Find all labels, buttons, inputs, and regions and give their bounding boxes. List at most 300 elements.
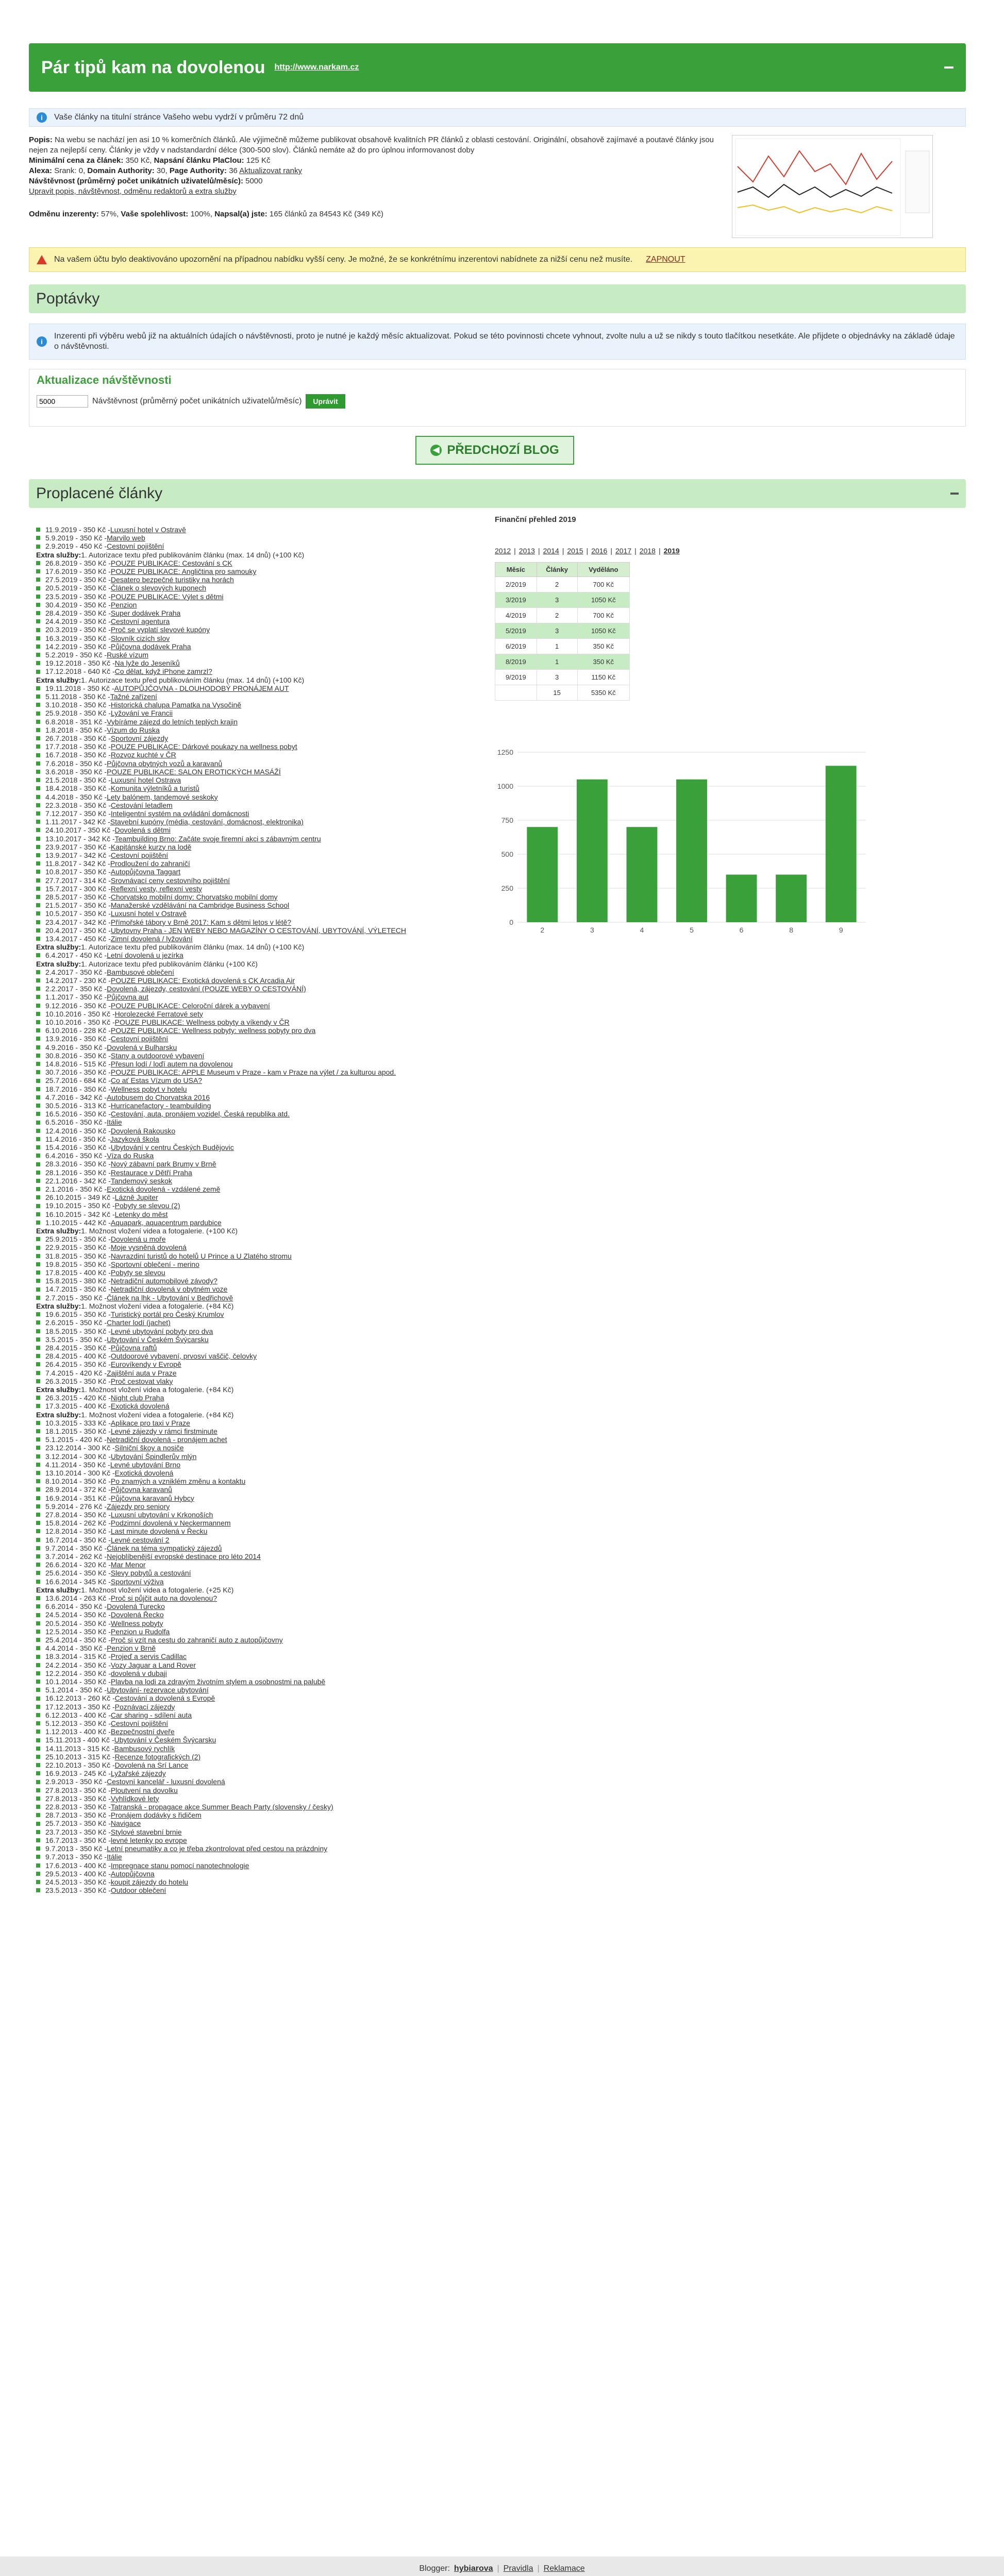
article-link[interactable]: Super dodávek Praha [110, 609, 181, 618]
list-item [36, 534, 500, 542]
article-link[interactable]: Srovnávací ceny cestovního pojištění [110, 876, 230, 885]
article-link[interactable]: Exotická dovolená [114, 1468, 174, 1477]
article-link[interactable]: Tatranská - propagace akce Summer Beach Party (slovensky / česky) [110, 1803, 333, 1811]
article-link[interactable]: Zimní dovolená / lyžování [110, 934, 193, 943]
bullet-icon [36, 1830, 40, 1834]
article-link[interactable]: Outdoor oblečení [110, 1886, 166, 1895]
article-link[interactable]: Proč cestovat vlaky [110, 1377, 173, 1385]
article-link[interactable]: POUZE PUBLIKACE: Angličtina pro samouky [110, 567, 257, 576]
article-link[interactable]: Cestovní pojištění [110, 851, 169, 859]
article-link[interactable]: Mar Menor [110, 1561, 146, 1569]
article-link[interactable]: POUZE PUBLIKACE: Wellness pobyty a víkendy v ČR [114, 1018, 290, 1026]
year-separator: | [634, 547, 637, 555]
article-meta: 23.5.2013 - 350 Kč - [45, 1886, 111, 1895]
article-meta: 17.6.2013 - 400 Kč - [45, 1861, 111, 1870]
article-meta: 23.12.2014 - 300 Kč - [45, 1444, 115, 1452]
total-articles: 15 [537, 685, 577, 701]
bullet-icon [36, 803, 40, 807]
article-link[interactable]: Netradiční automobilové závody? [110, 1277, 217, 1285]
collapse-icon[interactable] [944, 66, 953, 69]
year-link-2013[interactable]: 2013 [518, 547, 535, 555]
article-link[interactable]: POUZE PUBLIKACE: Dárkové poukazy na wellness pobyt [110, 742, 297, 751]
article-link[interactable]: Poznávací zájezdy [114, 1702, 175, 1711]
bullet-icon [36, 1479, 40, 1483]
article-link[interactable]: Pobyty se slevou [110, 1268, 165, 1277]
info-icon: i [37, 336, 47, 347]
article-link[interactable]: Penzion u Rudolfa [110, 1627, 170, 1636]
article-link[interactable]: Plavba na lodi za zdravým životním stylem a osobnostmi na palubě [110, 1677, 326, 1686]
extra-services-text: 1. Autorizace textu před publikováním článku (max. 14 dnů) (+100 Kč) [81, 550, 305, 559]
article-link[interactable]: Ubytování v centru Českých Budějovic [110, 1143, 234, 1152]
table-cell: 2 [537, 577, 577, 592]
article-meta: 15.8.2015 - 380 Kč - [45, 1277, 111, 1285]
list-item [36, 1302, 500, 1310]
article-link[interactable]: Nový zábavní park Brumy v Brně [110, 1160, 216, 1168]
article-link[interactable]: Restaurace v Dětří Praha [110, 1168, 192, 1177]
article-link[interactable]: Vozy Jaguar a Land Rover [110, 1660, 196, 1669]
article-link[interactable]: Lyžování ve Francii [110, 709, 173, 718]
blog-url-link[interactable]: http://www.narkam.cz [274, 63, 359, 72]
article-link[interactable]: POUZE PUBLIKACE: Celoroční dárek a vybavení [110, 1001, 270, 1010]
article-link[interactable]: Víza do Ruska [107, 1151, 154, 1160]
article-link[interactable]: Ruské vízum [107, 651, 148, 659]
article-meta: 24.4.2019 - 350 Kč - [45, 617, 111, 626]
article-link[interactable]: Lázně Jupiter [114, 1193, 158, 1202]
article-link[interactable]: Turistický portál pro Český Krumlov [110, 1310, 224, 1319]
article-link[interactable]: Penzion [110, 600, 137, 609]
article-link[interactable]: Přesun lodí / loďí autem na dovolenou [110, 1060, 233, 1068]
article-link[interactable]: Ploutvení na dovolku [110, 1786, 178, 1794]
list-item [36, 1477, 500, 1485]
article-link[interactable]: Půjčovna obytných vozů a karavanů [107, 759, 223, 768]
list-item [36, 935, 500, 943]
list-item [36, 1836, 500, 1844]
list-item [36, 1118, 500, 1126]
article-link[interactable]: Jazyková škola [110, 1134, 159, 1143]
article-link[interactable]: Recenze fotografických (2) [114, 1752, 201, 1761]
article-link[interactable]: Penzion v Brně [107, 1644, 156, 1653]
bullet-icon [36, 1095, 40, 1099]
bullet-icon [36, 1037, 40, 1041]
article-meta: 10.3.2015 - 333 Kč - [45, 1418, 111, 1427]
article-link[interactable]: Luxusní hotel Ostrava [110, 776, 181, 785]
bullet-icon [36, 1354, 40, 1358]
article-link[interactable]: Night club Praha [110, 1394, 164, 1402]
list-item [36, 885, 500, 893]
article-link[interactable]: Aquapark, aquacentrum pardubice [110, 1218, 222, 1227]
list-item [36, 1602, 500, 1611]
complaints-link[interactable]: Reklamace [543, 2564, 585, 2573]
article-link[interactable]: Levné ubytování pobyty pro dva [110, 1327, 213, 1335]
article-link[interactable]: Exotická dovolená [110, 1402, 170, 1411]
article-link[interactable]: Luxusní ubytování v Krkonoších [110, 1510, 213, 1519]
bullet-icon [36, 1738, 40, 1742]
article-link[interactable]: Co ať Estas Vízum do USA? [110, 1076, 203, 1085]
article-link[interactable]: Cestování letadlem [110, 801, 173, 809]
article-link[interactable]: Letní dovolená u jezírka [107, 951, 183, 960]
article-link[interactable]: Car sharing - sdílení auta [110, 1710, 192, 1719]
article-link[interactable]: Dovolená s dětmi [114, 826, 171, 835]
article-link[interactable]: Ubytování v Českém Švýcarsku [107, 1335, 209, 1344]
article-link[interactable]: Eurovíkendy v Evropě [110, 1360, 181, 1369]
article-meta: 28.5.2017 - 350 Kč - [45, 892, 111, 901]
bullet-icon [36, 937, 40, 941]
list-item [36, 1360, 500, 1368]
article-link[interactable]: Zajištění auta v Praze [107, 1368, 177, 1377]
article-meta: 4.4.2018 - 350 Kč - [45, 792, 107, 801]
traffic-input[interactable] [37, 395, 88, 408]
article-link[interactable]: Historická chalupa Pamatka na Vysočině [110, 701, 242, 709]
paid-articles-header[interactable] [29, 479, 966, 508]
article-link[interactable]: Exotická dovolená - vzdálené země [107, 1185, 221, 1194]
article-link[interactable]: Bambusový rychlík [114, 1744, 175, 1753]
list-item [36, 609, 500, 617]
article-meta: 14.11.2013 - 315 Kč - [45, 1744, 114, 1753]
list-item [36, 642, 500, 651]
bullet-icon [36, 1079, 40, 1083]
article-link[interactable]: Proč se vyplatí slevové kupóny [110, 625, 210, 634]
article-link[interactable]: Článek na téma sympatický zájezdů [107, 1544, 222, 1552]
bullet-icon [36, 1546, 40, 1550]
list-item [36, 1377, 500, 1385]
article-link[interactable]: Cestování, auta, pronájem vozidel, Česká republika atd. [110, 1110, 290, 1118]
article-link[interactable]: Levné ubytování Brno [110, 1460, 181, 1469]
article-link[interactable]: Cestovní pojištění [107, 542, 164, 551]
bullet-icon [36, 1171, 40, 1175]
article-meta: 13.10.2014 - 300 Kč - [45, 1468, 115, 1477]
article-meta: 22.10.2013 - 350 Kč - [45, 1761, 115, 1770]
bullet-icon [36, 970, 40, 974]
article-link[interactable]: Článek na lhk - Ubytování v Bedřichově [107, 1293, 233, 1302]
rank-history-chart [732, 135, 933, 238]
article-meta: 17.6.2019 - 350 Kč - [45, 567, 111, 576]
article-link[interactable]: dovolená v dubaji [110, 1669, 167, 1677]
year-link-2019[interactable]: 2019 [663, 547, 680, 555]
article-link[interactable]: Dovolená, zájezdy, cestování (POUZE WEBY O CESTOVÁNÍ) [107, 985, 306, 993]
list-item [36, 1252, 500, 1260]
bullet-icon [36, 1713, 40, 1717]
article-meta: 25.7.2013 - 350 Kč - [45, 1819, 111, 1828]
article-link[interactable]: Stylové stavební brnie [110, 1827, 182, 1836]
article-link[interactable]: Letenky do měst [114, 1210, 168, 1218]
article-link[interactable]: Impregnace stanu pomocí nanotechnologie [110, 1861, 249, 1870]
bullet-icon [36, 1362, 40, 1366]
article-meta: 19.11.2018 - 350 Kč - [45, 684, 114, 692]
article-link[interactable]: Proč si vzít na cestu do zahraničí auto z autopůjčovny [110, 1636, 283, 1645]
paid-articles-title: Proplacené články [36, 485, 163, 502]
list-item [36, 1661, 500, 1669]
extra-services-text: 1. Možnost vložení videa a fotogalerie. (+25 Kč) [81, 1585, 234, 1594]
article-link[interactable]: Sportovní zájezdy [110, 734, 169, 743]
article-meta: 2.9.2019 - 450 Kč - [45, 542, 107, 551]
article-link[interactable]: Levné cestování 2 [110, 1535, 170, 1544]
collapse-icon[interactable] [950, 493, 959, 495]
update-button[interactable]: Uprávit [306, 394, 345, 409]
year-link-2015[interactable]: 2015 [567, 547, 583, 555]
article-link[interactable]: Půjčovna karavanů Hybcy [110, 1494, 194, 1502]
list-item [36, 718, 500, 726]
article-meta: 28.7.2013 - 350 Kč - [45, 1811, 111, 1820]
article-link[interactable]: Letní pneumatiky a co je třeba zkontrolovat před cestou na prázdniny [107, 1844, 328, 1853]
article-link[interactable]: Dovolená na Srí Lance [114, 1761, 189, 1770]
list-item [36, 1452, 500, 1461]
article-link[interactable]: Půjčovna aut [107, 993, 149, 1002]
article-meta: 31.8.2015 - 350 Kč - [45, 1251, 111, 1260]
article-meta: 16.10.2015 - 342 Kč - [45, 1210, 115, 1218]
article-link[interactable]: Půjčovna karavanů [110, 1485, 172, 1494]
article-link[interactable]: Po znamých a vzniklém změnu a kontaktu [110, 1477, 246, 1486]
bullet-icon [36, 1621, 40, 1625]
col-articles: Články [537, 563, 577, 577]
article-link[interactable]: Co dělat, když iPhone zamrzl? [114, 667, 212, 676]
previous-blog-button[interactable] [415, 436, 574, 465]
article-meta: 10.10.2016 - 350 Kč - [45, 1018, 115, 1026]
article-link[interactable]: Desatero bezpečné turistiky na horách [110, 575, 234, 584]
list-item [36, 676, 500, 684]
article-link[interactable]: Teambuilding Brno: Začáte svoje firemní akci s zábavným centru [114, 834, 321, 843]
bullet-icon [36, 703, 40, 707]
article-link[interactable]: Chorvatsko mobilní domy: Chorvatsko mobilní domy [110, 892, 278, 901]
article-link[interactable]: Půjčovna dodávek Praha [110, 642, 191, 651]
article-link[interactable]: Navrazdiní turistů do hotelů U Prince a U Zlatého stromu [110, 1251, 292, 1260]
bullet-icon [36, 978, 40, 982]
article-link[interactable]: Netradiční dovolená v obytném voze [110, 1285, 228, 1294]
article-link[interactable]: POUZE PUBLIKACE: APPLE Museum v Praze - kam v Praze na výlet / za kulturou apod. [110, 1068, 396, 1077]
article-link[interactable]: Wellness pobyt v hotelu [110, 1084, 187, 1093]
article-link[interactable]: Manažerské vzdělávání na Cambridge Business School [110, 901, 290, 910]
article-link[interactable]: Wellness pobyty [110, 1619, 163, 1628]
list-item [36, 1594, 500, 1602]
article-link[interactable]: Bambusové oblečení [107, 968, 174, 976]
article-link[interactable]: Projeď a servis Cadillac [110, 1652, 187, 1661]
list-item [36, 1803, 500, 1811]
article-link[interactable]: Ubytování Špindlerův mlýn [110, 1452, 197, 1461]
article-link[interactable]: Půjčovna raftů [110, 1343, 157, 1352]
article-link[interactable]: Komunita výletníků a turistů [110, 784, 199, 793]
article-link[interactable]: Stany a outdoorové vybavení [110, 1051, 205, 1060]
article-link[interactable]: Luxusní hotel v Ostravě [110, 909, 187, 918]
article-link[interactable]: Lety balónem, tandemové seskoky [107, 792, 218, 801]
bullet-icon [36, 1529, 40, 1533]
blogger-link[interactable]: hybiarova [454, 2564, 493, 2573]
bullet-icon [36, 569, 40, 573]
article-meta: 16.12.2013 - 260 Kč - [45, 1694, 115, 1703]
article-link[interactable]: Vybíráme zájezd do letních teplých krajin [107, 717, 238, 726]
article-meta: 3.6.2018 - 350 Kč - [45, 767, 107, 776]
year-link-2012[interactable]: 2012 [495, 547, 511, 555]
article-link[interactable]: POUZE PUBLIKACE: SALON EROTICKÝCH MASÁŽÍ [107, 767, 281, 776]
article-link[interactable]: Dovolená v Bulharsku [107, 1043, 177, 1052]
article-link[interactable]: Cestovní kancelář - luxusní dovolená [107, 1777, 225, 1786]
bullet-icon [36, 1204, 40, 1208]
article-meta: 5.9.2019 - 350 Kč - [45, 534, 107, 543]
article-link[interactable]: Cestování a dovolená s Evropě [114, 1694, 215, 1703]
bar [527, 827, 558, 922]
article-link[interactable]: Sportovní výživa [110, 1577, 164, 1586]
article-link[interactable]: Itálie [107, 1853, 122, 1861]
article-meta: 30.8.2016 - 350 Kč - [45, 1051, 111, 1060]
article-link[interactable]: Marvilo web [107, 534, 145, 543]
article-link[interactable]: Ubytovny Praha - JEN WEBY NEBO MAGAZÍNY O CESTOVÁNÍ, UBYTOVÁNÍ, VÝLETECH [110, 926, 406, 935]
bar [626, 827, 657, 922]
year-selector [495, 547, 680, 555]
article-link[interactable]: Dovolená Řecko [110, 1611, 164, 1619]
blog-description: Popis: Na webu se nachází jen asi 10 % komerčních článků. Ale výjimečně můžeme publikovat obsahově kvalitních PR článků z oblasti cestování. Originální, obsahově zajímavé a poutavé články jsou nejen za nejlepší ceny. Články je vždy v nadstandardní délce (300-500 slov). Článků nemáte až do pro úplnou informovanost doby Minimální cena za článek: 350 Kč, Napsání článku PlaClou: 125 Kč Alexa: Srank: 0, Domain Authority: 30, Page Authority: 36 Aktualizovat ranky Návštěvnost (průměrný počet unikátních uživatelů/měsíc): 5000 Upravit popis, návštěvnost, odměnu redaktorů a extra služby Odměnu inzerenty: 57%, Vaše spolehlivost: 100%, Napsal(a) jste: 165 článků za 84543 Kč (349 Kč) [29, 135, 714, 218]
bullet-icon [36, 1697, 40, 1701]
edit-description-link[interactable]: Upravit popis, návštěvnost, odměnu redaktorů a extra služby [29, 187, 237, 196]
year-link-2014[interactable]: 2014 [543, 547, 559, 555]
monthly-earnings-chart [495, 747, 871, 943]
article-link[interactable]: POUZE PUBLIKACE: Výlet s dětmi [110, 592, 224, 601]
bullet-icon [36, 1721, 40, 1725]
article-link[interactable]: Levné zájezdy v rámci firstminute [110, 1427, 217, 1435]
list-item [36, 909, 500, 918]
list-item [36, 542, 500, 550]
article-link[interactable]: Prodloužení do zahraničí [110, 859, 190, 868]
article-link[interactable]: Ubytování v Českém Švýcarsku [114, 1736, 216, 1744]
article-link[interactable]: Podzimní dovolená v Neckermannem [110, 1519, 231, 1528]
article-link[interactable]: Tandemový seskok [110, 1176, 172, 1185]
article-meta: 27.8.2013 - 350 Kč - [45, 1786, 111, 1794]
article-link[interactable]: Silniční škoy a nosiče [114, 1444, 184, 1452]
article-link[interactable]: Navigace [110, 1819, 141, 1828]
article-link[interactable]: Dovolená Turecko [107, 1602, 165, 1611]
article-link[interactable]: Přímořské tábory v Brně 2017: Kam s dětmi letos v létě? [110, 918, 292, 926]
year-link-2018[interactable]: 2018 [639, 547, 656, 555]
article-meta: 5.11.2018 - 350 Kč - [45, 692, 110, 701]
enable-link[interactable]: ZAPNOUT [646, 255, 685, 264]
bullet-icon [36, 1496, 40, 1500]
x-tick-label: 2 [540, 926, 545, 934]
list-item [36, 1127, 500, 1135]
table-cell [495, 685, 537, 701]
year-link-2017[interactable]: 2017 [615, 547, 632, 555]
poptavky-title: Poptávky [36, 290, 100, 307]
bullet-icon [36, 1112, 40, 1116]
bullet-icon [36, 1880, 40, 1884]
list-item [36, 559, 500, 567]
article-meta: 2.6.2015 - 350 Kč - [45, 1318, 107, 1327]
article-link[interactable]: Luxusní hotel v Ostravě [110, 526, 186, 534]
list-item [36, 1861, 500, 1870]
list-item [36, 659, 500, 667]
table-cell: 9/2019 [495, 670, 537, 685]
list-item [36, 575, 500, 584]
article-link[interactable]: Inteligentní systém na ovládání domácnosti [110, 809, 249, 818]
article-meta: 11.9.2019 - 350 Kč - [45, 526, 110, 534]
article-link[interactable]: Vízum do Ruska [107, 725, 160, 734]
article-link[interactable]: Stavební kupóny (média, cestování, domácnost, elektronika) [110, 818, 304, 826]
article-link[interactable]: Itálie [107, 1118, 122, 1127]
article-link[interactable]: Autopůjčovna [110, 1869, 155, 1878]
article-meta: 28.3.2016 - 350 Kč - [45, 1160, 111, 1168]
article-meta: 4.7.2016 - 342 Kč - [45, 1093, 107, 1101]
article-link[interactable]: Last minute dovolená v Řecku [110, 1527, 208, 1536]
article-meta: 14.2.2017 - 230 Kč - [45, 976, 111, 985]
article-meta: 23.9.2017 - 350 Kč - [45, 842, 111, 851]
poptavky-header[interactable] [29, 284, 966, 313]
article-link[interactable]: Tažné zařízení [110, 692, 157, 701]
article-link[interactable]: Cestovní agentura [110, 617, 170, 626]
article-link[interactable]: Ubytování- rezervace ubytování [107, 1686, 209, 1694]
list-item [36, 1544, 500, 1552]
list-item [36, 1160, 500, 1168]
update-ranks-link[interactable]: Aktualizovat ranky [239, 166, 302, 175]
year-link-2016[interactable]: 2016 [591, 547, 608, 555]
extra-services-label: Extra služby: [36, 550, 81, 559]
article-link[interactable]: POUZE PUBLIKACE: Wellness pobyty: wellness pobyty pro dva [110, 1026, 316, 1035]
article-link[interactable]: Článek o slevových kuponech [110, 584, 207, 592]
list-item [36, 1761, 500, 1769]
article-link[interactable]: POUZE PUBLIKACE: Cestování s CK [110, 558, 232, 567]
total-row [495, 685, 630, 701]
article-link[interactable]: levné letenky po evrope [110, 1836, 187, 1844]
article-link[interactable]: Vyhlídkové lety [110, 1794, 159, 1803]
article-link[interactable]: Reflexní vesty, reflexní vesty [110, 884, 203, 893]
article-link[interactable]: Moje vysněná dovolená [110, 1243, 187, 1252]
article-meta: 16.9.2014 - 351 Kč - [45, 1494, 111, 1502]
article-link[interactable]: Lyžařské zájezdy [110, 1769, 166, 1778]
article-link[interactable]: Charter lodí (jachet) [107, 1318, 171, 1327]
arrow-left-icon: ◀ [430, 445, 442, 456]
article-link[interactable]: Pronájem dodávky s řidičem [110, 1811, 202, 1820]
article-meta: 5.1.2015 - 420 Kč - [45, 1435, 107, 1444]
list-item [36, 1502, 500, 1511]
bullet-icon [36, 845, 40, 849]
list-item [36, 1786, 500, 1794]
article-meta: 26.7.2018 - 350 Kč - [45, 734, 111, 743]
article-link[interactable]: Outdoorové vybavení, prvosví vaščič, čelovky [110, 1352, 257, 1361]
bullet-icon [36, 1404, 40, 1408]
article-meta: 20.4.2017 - 350 Kč - [45, 926, 111, 935]
rules-link[interactable]: Pravidla [503, 2564, 533, 2573]
article-meta: 18.4.2018 - 350 Kč - [45, 784, 111, 793]
article-link[interactable]: Nejoblíbenější evropské destinace pro léto 2014 [107, 1552, 261, 1561]
article-link[interactable]: Kapitánské kurzy na lodě [110, 842, 192, 851]
article-link[interactable]: POUZE PUBLIKACE: Exotická dovolená s CK Arcadia Air [110, 976, 295, 985]
article-link[interactable]: Proč si půjčit auto na dovolenou? [110, 1594, 217, 1602]
article-link[interactable]: Dovolená u moře [110, 1235, 166, 1244]
bullet-icon [36, 1121, 40, 1125]
list-item [36, 1469, 500, 1477]
article-link[interactable]: Aplikace pro taxi v Praze [110, 1418, 190, 1427]
article-link[interactable]: Bezpečnostní dveře [110, 1727, 175, 1736]
article-link[interactable]: Slevy pobytů a cestování [110, 1569, 191, 1578]
article-link[interactable]: Cestovní pojištění [110, 1719, 169, 1728]
article-link[interactable]: Zájezdy pro seniory [107, 1502, 170, 1511]
article-link[interactable]: Sportovní oblečení - merino [110, 1260, 199, 1268]
bullet-icon [36, 720, 40, 724]
article-link[interactable]: Dovolená Rakousko [110, 1126, 176, 1135]
list-item [36, 1636, 500, 1644]
article-link[interactable]: Slovník cizích slov [110, 634, 170, 642]
article-link[interactable]: Na lyže do Jeseníků [114, 659, 180, 668]
article-link[interactable]: koupit zájezdy do hotelu [110, 1877, 189, 1886]
y-tick-label: 500 [501, 850, 513, 858]
article-link[interactable]: Horolezecké Ferratové sety [114, 1009, 203, 1018]
article-link[interactable]: Autopůjčovna Taggart [110, 868, 181, 876]
bullet-icon [36, 1454, 40, 1459]
article-link[interactable]: AUTOPŮJČOVNA - DLOUHODOBÝ PRONÁJEM AUT [114, 684, 289, 692]
article-link[interactable]: Autobusem do Chorvatska 2016 [107, 1093, 210, 1101]
article-link[interactable]: Netradiční dovolená - pronájem achet [107, 1435, 227, 1444]
article-link[interactable]: Rozvoz kuchté v ČR [110, 751, 176, 759]
article-link[interactable]: Cestovní pojištění [110, 1035, 169, 1043]
article-link[interactable]: Hurricanefactory - teambuilding [110, 1101, 211, 1110]
article-meta: 3.5.2015 - 350 Kč - [45, 1335, 107, 1344]
article-link[interactable]: Pobyty se slevou (2) [114, 1201, 180, 1210]
bullet-icon [36, 1237, 40, 1241]
